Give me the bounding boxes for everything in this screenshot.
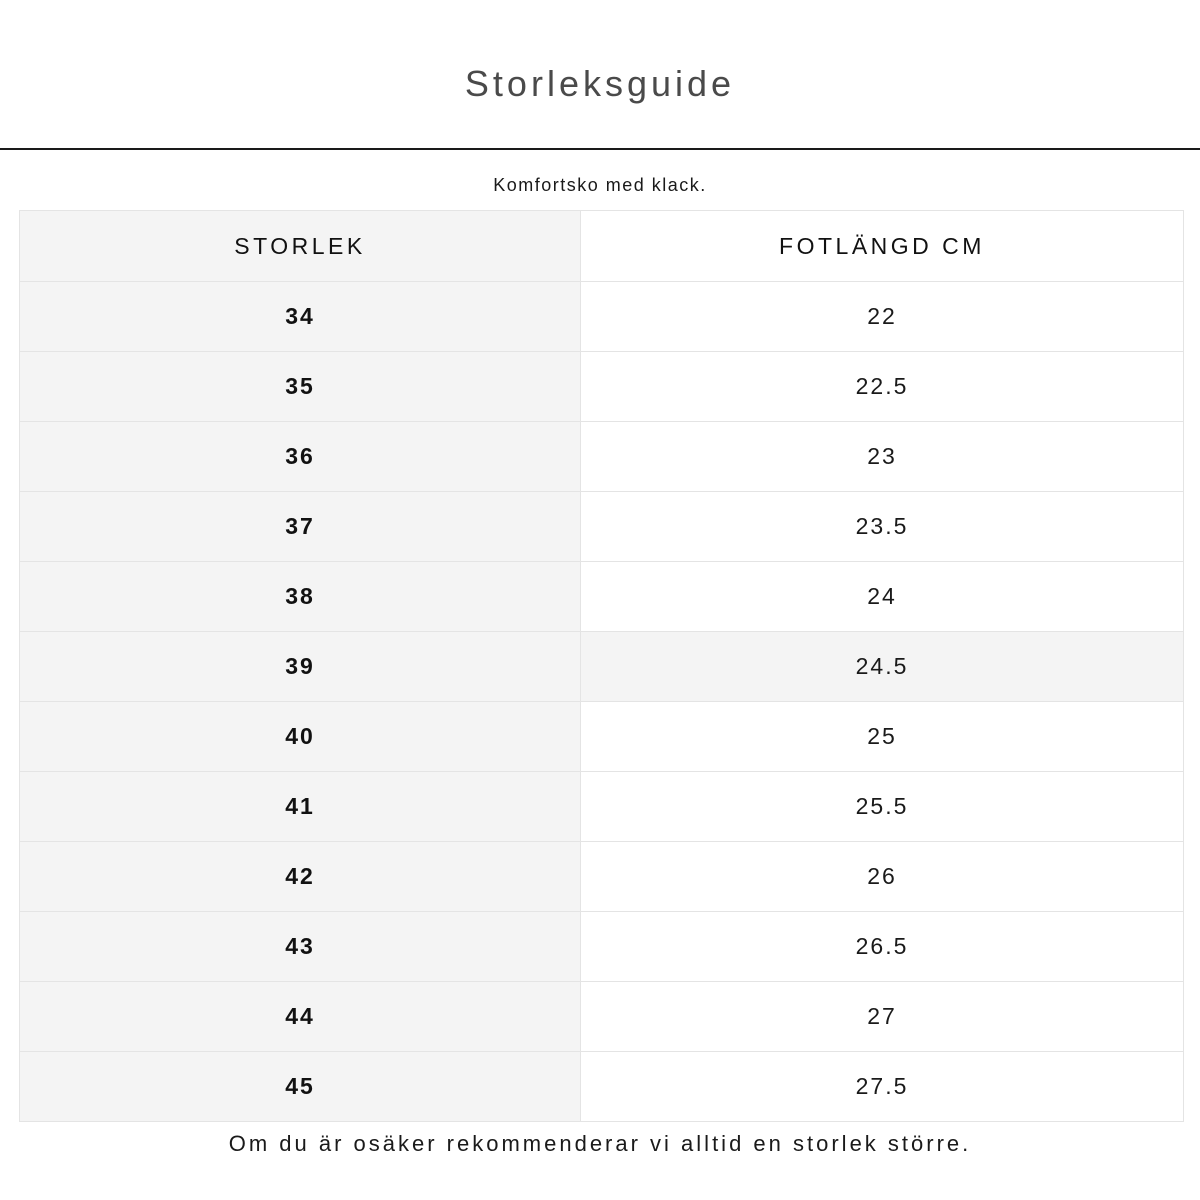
foot-length-cell: 23.5 — [581, 492, 1184, 562]
size-cell: 35 — [20, 352, 581, 422]
foot-length-cell: 23 — [581, 422, 1184, 492]
size-cell: 34 — [20, 282, 581, 352]
table-row — [20, 282, 1184, 352]
table-row — [20, 352, 1184, 422]
foot-length-cell: 22.5 — [581, 352, 1184, 422]
table-row — [20, 562, 1184, 632]
foot-length-cell: 27 — [581, 982, 1184, 1052]
size-cell: 43 — [20, 912, 581, 982]
column-header-foot-length: FOTLÄNGD CM — [581, 211, 1184, 282]
page-subtitle: Komfortsko med klack. — [493, 175, 707, 195]
table-row — [20, 492, 1184, 562]
size-cell: 38 — [20, 562, 581, 632]
page-title: Storleksguide — [464, 63, 736, 104]
table-row — [20, 702, 1184, 772]
size-cell: 41 — [20, 772, 581, 842]
table-row — [20, 772, 1184, 842]
foot-length-cell: 24.5 — [581, 632, 1184, 702]
size-table — [19, 210, 1184, 1122]
column-header-size: STORLEK — [20, 211, 581, 282]
foot-length-cell: 26.5 — [581, 912, 1184, 982]
foot-length-cell: 26 — [581, 842, 1184, 912]
foot-length-cell: 22 — [581, 282, 1184, 352]
size-cell: 36 — [20, 422, 581, 492]
size-cell: 39 — [20, 632, 581, 702]
table-row — [20, 982, 1184, 1052]
table-row — [20, 1052, 1184, 1122]
size-cell: 40 — [20, 702, 581, 772]
foot-length-cell: 24 — [581, 562, 1184, 632]
size-cell: 44 — [20, 982, 581, 1052]
foot-length-cell: 25.5 — [581, 772, 1184, 842]
foot-length-cell: 25 — [581, 702, 1184, 772]
foot-length-cell: 27.5 — [581, 1052, 1184, 1122]
table-row — [20, 422, 1184, 492]
table-row — [20, 842, 1184, 912]
table-header-row — [20, 211, 1184, 282]
table-row — [20, 912, 1184, 982]
title-divider — [0, 148, 1200, 150]
size-cell: 42 — [20, 842, 581, 912]
size-cell: 45 — [20, 1052, 581, 1122]
table-row — [20, 632, 1184, 702]
size-cell: 37 — [20, 492, 581, 562]
sizing-advice-note: Om du är osäker rekommenderar vi alltid en storlek större. — [228, 1131, 972, 1156]
